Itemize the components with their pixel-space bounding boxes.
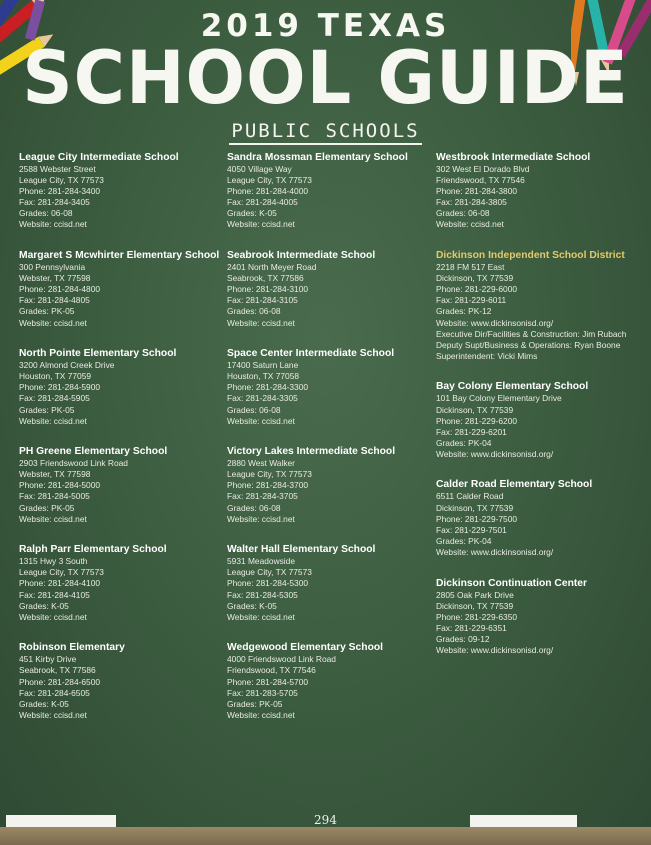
school-detail-line: 2880 West Walker	[227, 458, 295, 469]
directory-column-3	[436, 151, 648, 675]
school-detail-line: Website: www.dickinsonisd.org/	[436, 448, 554, 459]
subtitle-text: PUBLIC SCHOOLS	[229, 120, 421, 145]
school-name: Robinson Elementary	[19, 642, 125, 654]
school-name: Calder Road Elementary School	[436, 479, 593, 491]
school-detail-line: Website: ccisd.net	[227, 709, 295, 720]
school-name: Ralph Parr Elementary School	[19, 544, 167, 556]
school-detail-line: Phone: 281-284-6500	[19, 676, 101, 687]
school-entry	[227, 249, 432, 329]
school-detail-line: Website: www.dickinsonisd.org/	[436, 317, 554, 328]
school-name: Seabrook Intermediate School	[227, 250, 376, 262]
school-detail-line: Executive Dir/Facilities & Construction: Jim Rubach	[436, 328, 627, 339]
school-detail-line: Website: ccisd.net	[227, 611, 295, 622]
school-detail-line: 17400 Saturn Lane	[227, 360, 299, 371]
school-detail-line: Website: www.dickinsonisd.org/	[436, 546, 554, 557]
school-detail-line: Superintendent: Vicki Mims	[436, 350, 538, 361]
school-detail-line: Phone: 281-229-6000	[436, 284, 518, 295]
school-entry	[436, 478, 648, 558]
school-detail-line: 300 Pennsylvania	[19, 262, 86, 273]
page-number: 294	[314, 813, 337, 827]
school-name: Westbrook Intermediate School	[436, 152, 591, 163]
school-detail-line: Friendswood, TX 77546	[436, 175, 525, 186]
school-detail-line: Phone: 281-284-4100	[19, 578, 101, 589]
school-detail-line: Grades: PK-04	[436, 437, 492, 448]
school-name: League City Intermediate School	[19, 152, 179, 163]
school-detail-line: Phone: 281-229-7500	[436, 513, 518, 524]
school-detail-line: Fax: 281-284-3705	[227, 491, 298, 502]
school-detail-line: Grades: PK-04	[436, 535, 492, 546]
school-detail-line: Houston, TX 77058	[227, 371, 300, 382]
school-detail-line: Dickinson, TX 77539	[436, 273, 514, 284]
school-name: Dickinson Continuation Center	[436, 577, 588, 589]
school-detail-line: Website: ccisd.net	[227, 415, 295, 426]
school-detail-line: 3200 Almond Creek Drive	[19, 360, 115, 371]
school-detail-line: Phone: 281-284-3100	[227, 284, 309, 295]
school-detail-line: 6511 Calder Road	[436, 491, 504, 502]
school-detail-line: Phone: 281-229-6200	[436, 415, 518, 426]
school-detail-line: Fax: 281-284-5905	[19, 393, 90, 404]
school-detail-line: Fax: 281-284-4805	[19, 295, 90, 306]
school-name: Walter Hall Elementary School	[227, 544, 376, 556]
school-detail-line: Fax: 281-229-7501	[436, 524, 507, 535]
school-detail-line: 5931 Meadowside	[227, 556, 295, 567]
school-detail-line: Website: ccisd.net	[19, 709, 87, 720]
school-detail-line: Phone: 281-229-6350	[436, 611, 518, 622]
school-name: Dickinson Independent School District	[436, 250, 625, 262]
school-detail-line: Phone: 281-284-3800	[436, 186, 518, 197]
school-entry	[19, 641, 224, 721]
school-detail-line: Fax: 281-284-3805	[436, 197, 507, 208]
school-entry	[227, 641, 432, 721]
school-detail-line: Fax: 281-229-6011	[436, 295, 507, 306]
school-detail-line: League City, TX 77573	[227, 469, 312, 480]
school-entry	[19, 249, 224, 329]
school-detail-line: Phone: 281-284-3300	[227, 382, 309, 393]
school-detail-line: Houston, TX 77059	[19, 371, 92, 382]
directory-column-1	[19, 151, 224, 739]
chalkboard-ledge	[0, 827, 651, 845]
school-detail-line: Grades: 06-08	[436, 208, 490, 219]
school-name: North Pointe Elementary School	[19, 348, 177, 360]
school-detail-line: Dickinson, TX 77539	[436, 404, 514, 415]
school-detail-line: Friendswood, TX 77546	[227, 665, 316, 676]
school-detail-line: Fax: 281-284-4005	[227, 197, 298, 208]
school-detail-line: Grades: K-05	[227, 208, 277, 219]
school-detail-line: Seabrook, TX 77586	[227, 273, 304, 284]
school-detail-line: 101 Bay Colony Elementary Drive	[436, 393, 562, 404]
directory-column-2	[227, 151, 432, 739]
school-detail-line: Website: ccisd.net	[227, 317, 295, 328]
school-entry	[19, 347, 224, 427]
school-detail-line: Grades: PK-05	[19, 502, 75, 513]
school-detail-line: League City, TX 77573	[19, 175, 104, 186]
page-title: SCHOOL GUIDE	[22, 34, 629, 122]
school-detail-line: Phone: 281-284-4000	[227, 186, 309, 197]
school-detail-line: Phone: 281-284-5900	[19, 382, 101, 393]
school-detail-line: Phone: 281-284-4800	[19, 284, 101, 295]
school-detail-line: 2588 Webster Street	[19, 164, 96, 174]
school-entry	[227, 151, 432, 231]
school-name: Victory Lakes Intermediate School	[227, 446, 396, 458]
school-detail-line: Seabrook, TX 77586	[19, 665, 96, 676]
school-detail-line: 2805 Oak Park Drive	[436, 589, 514, 600]
school-name: Space Center Intermediate School	[227, 348, 395, 360]
school-entry	[436, 577, 648, 657]
school-detail-line: 302 West El Dorado Blvd	[436, 164, 530, 174]
school-detail-line: League City, TX 77573	[227, 175, 312, 186]
school-name: Wedgewood Elementary School	[227, 642, 384, 654]
school-detail-line: Website: ccisd.net	[19, 513, 87, 524]
school-name: Margaret S Mcwhirter Elementary School	[19, 250, 220, 262]
school-detail-line: Website: ccisd.net	[19, 219, 87, 230]
school-detail-line: Grades: PK-05	[19, 404, 75, 415]
school-detail-line: Fax: 281-284-3405	[19, 197, 90, 208]
school-detail-line: Website: ccisd.net	[227, 219, 295, 230]
school-entry	[436, 151, 648, 231]
school-entry	[436, 380, 648, 460]
school-detail-line: Grades: K-05	[19, 600, 69, 611]
school-detail-line: 2218 FM 517 East	[436, 262, 505, 273]
school-detail-line: Grades: 06-08	[227, 502, 281, 513]
school-detail-line: Dickinson, TX 77539	[436, 600, 514, 611]
school-detail-line: Grades: 09-12	[436, 633, 490, 644]
school-name: PH Greene Elementary School	[19, 446, 168, 458]
school-detail-line: Phone: 281-284-3400	[19, 186, 101, 197]
school-detail-line: 4050 Village Way	[227, 164, 292, 174]
school-name: Sandra Mossman Elementary School	[227, 152, 408, 163]
school-entry	[19, 151, 224, 231]
school-detail-line: 451 Kirby Drive	[19, 654, 77, 665]
school-detail-line: Dickinson, TX 77539	[436, 502, 514, 513]
school-detail-line: League City, TX 77573	[227, 567, 312, 578]
school-entry	[227, 445, 432, 525]
school-detail-line: Deputy Supt/Business & Operations: Ryan Boone	[436, 339, 621, 350]
school-detail-line: Grades: PK-12	[436, 306, 492, 317]
school-detail-line: Grades: 06-08	[227, 404, 281, 415]
school-detail-line: Fax: 281-284-5305	[227, 589, 298, 600]
school-detail-line: Website: ccisd.net	[19, 415, 87, 426]
school-detail-line: Webster, TX 77598	[19, 469, 91, 480]
school-detail-line: Website: ccisd.net	[19, 317, 87, 328]
section-subtitle	[0, 120, 651, 142]
school-detail-line: Fax: 281-284-6505	[19, 687, 90, 698]
school-detail-line: 2903 Friendswood Link Road	[19, 458, 128, 469]
school-detail-line: Website: www.dickinsonisd.org/	[436, 645, 554, 655]
school-detail-line: Website: ccisd.net	[19, 611, 87, 622]
school-detail-line: Fax: 281-284-3105	[227, 295, 298, 306]
school-detail-line: Fax: 281-284-3305	[227, 393, 298, 404]
school-entry	[227, 347, 432, 427]
school-detail-line: 4000 Friendswood Link Road	[227, 654, 336, 665]
school-detail-line: Grades: K-05	[19, 698, 69, 709]
school-detail-line: Phone: 281-284-5700	[227, 676, 309, 687]
school-detail-line: Website: ccisd.net	[227, 513, 295, 524]
school-detail-line: Grades: 06-08	[19, 208, 73, 219]
school-detail-line: Fax: 281-229-6351	[436, 622, 507, 633]
school-detail-line: Fax: 281-283-5705	[227, 687, 298, 698]
school-detail-line: 2401 North Meyer Road	[227, 262, 317, 273]
school-entry	[227, 543, 432, 623]
school-entry	[436, 249, 648, 362]
year-heading: 2019 TEXAS	[200, 8, 451, 44]
school-detail-line: Website: ccisd.net	[436, 219, 504, 230]
school-detail-line: Webster, TX 77598	[19, 273, 91, 284]
school-detail-line: Grades: PK-05	[227, 698, 283, 709]
school-detail-line: Phone: 281-284-5000	[19, 480, 101, 491]
school-detail-line: Fax: 281-229-6201	[436, 426, 507, 437]
school-entry	[19, 543, 224, 623]
school-detail-line: League City, TX 77573	[19, 567, 104, 578]
school-detail-line: Grades: PK-05	[19, 306, 75, 317]
school-detail-line: 1315 Hwy 3 South	[19, 556, 88, 567]
school-detail-line: Fax: 281-284-4105	[19, 589, 90, 600]
school-entry	[19, 445, 224, 525]
school-detail-line: Fax: 281-284-5005	[19, 491, 90, 502]
school-detail-line: Phone: 281-284-5300	[227, 578, 309, 589]
school-detail-line: Grades: 06-08	[227, 306, 281, 317]
school-name: Bay Colony Elementary School	[436, 381, 589, 393]
school-detail-line: Grades: K-05	[227, 600, 277, 611]
school-detail-line: Phone: 281-284-3700	[227, 480, 309, 491]
